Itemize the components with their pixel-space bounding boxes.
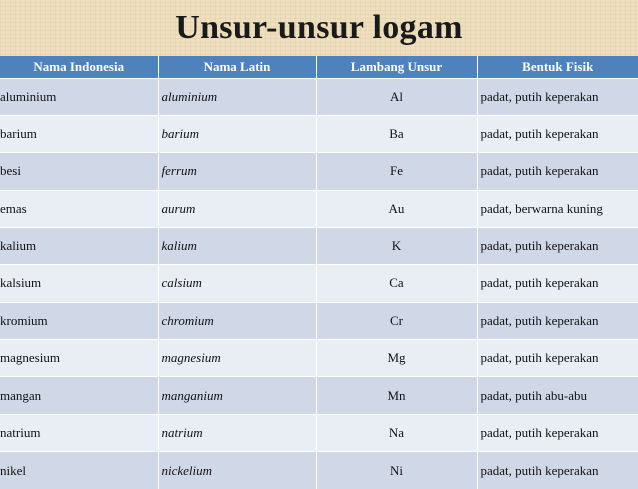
cell-nama-indonesia: mangan — [0, 377, 158, 414]
cell-nama-latin: barium — [158, 115, 316, 152]
header-bentuk-fisik: Bentuk Fisik — [522, 58, 594, 74]
cell-nama-indonesia: besi — [0, 153, 158, 190]
cell-nama-indonesia: kalium — [0, 227, 158, 264]
header-nama-latin: Nama Latin — [158, 56, 316, 78]
header-lambang-unsur: Lambang Unsur — [316, 56, 477, 78]
cell-bentuk-fisik: padat, putih keperakan — [477, 302, 638, 339]
cell-lambang-unsur: Ni — [316, 452, 477, 489]
header-nama-indonesia: Nama Indonesia — [0, 56, 158, 78]
elements-table — [0, 56, 638, 489]
cell-nama-latin: manganium — [158, 377, 316, 414]
cell-nama-latin: natrium — [158, 414, 316, 451]
cell-nama-indonesia: barium — [0, 115, 158, 152]
cell-lambang-unsur: Cr — [316, 302, 477, 339]
cell-lambang-unsur: Mg — [316, 340, 477, 377]
cell-nama-latin: nickelium — [158, 452, 316, 489]
cell-nama-indonesia: magnesium — [0, 340, 158, 377]
table-header-row — [0, 56, 638, 78]
table-row — [0, 115, 638, 152]
table-row — [0, 377, 638, 414]
cell-bentuk-fisik: padat, putih abu-abu — [477, 377, 638, 414]
cell-nama-indonesia: kromium — [0, 302, 158, 339]
cell-nama-latin: aurum — [158, 190, 316, 227]
cell-lambang-unsur: Mn — [316, 377, 477, 414]
cell-bentuk-fisik: padat, putih keperakan — [477, 452, 638, 489]
cell-nama-latin: ferrum — [158, 153, 316, 190]
slide-title: Unsur-unsur logam — [175, 9, 463, 46]
cell-bentuk-fisik: padat, putih keperakan — [477, 414, 638, 451]
cell-lambang-unsur: Au — [316, 190, 477, 227]
cell-nama-latin: kalium — [158, 227, 316, 264]
cell-bentuk-fisik: padat, putih keperakan — [477, 340, 638, 377]
table-row — [0, 340, 638, 377]
table-row — [0, 153, 638, 190]
cell-nama-latin: aluminium — [158, 78, 316, 115]
cell-lambang-unsur: Na — [316, 414, 477, 451]
table-row — [0, 414, 638, 451]
cell-nama-indonesia: kalsium — [0, 265, 158, 302]
cell-bentuk-fisik: padat, putih keperakan — [477, 78, 638, 115]
cell-bentuk-fisik: padat, berwarna kuning — [477, 190, 638, 227]
cell-bentuk-fisik: padat, putih keperakan — [477, 227, 638, 264]
table-row — [0, 190, 638, 227]
cell-nama-indonesia: emas — [0, 190, 158, 227]
cell-nama-indonesia: nikel — [0, 452, 158, 489]
cell-nama-indonesia: natrium — [0, 414, 158, 451]
cell-lambang-unsur: Ba — [316, 115, 477, 152]
cell-lambang-unsur: Al — [316, 78, 477, 115]
table-row — [0, 302, 638, 339]
table-row — [0, 227, 638, 264]
cell-nama-latin: chromium — [158, 302, 316, 339]
cell-bentuk-fisik: padat, putih keperakan — [477, 153, 638, 190]
cell-nama-latin: magnesium — [158, 340, 316, 377]
cell-lambang-unsur: K — [316, 227, 477, 264]
cell-bentuk-fisik: padat, putih keperakan — [477, 265, 638, 302]
cell-lambang-unsur: Ca — [316, 265, 477, 302]
table-row — [0, 452, 638, 489]
cell-nama-indonesia: aluminium — [0, 78, 158, 115]
table-row — [0, 78, 638, 115]
cell-lambang-unsur: Fe — [316, 153, 477, 190]
table-row — [0, 265, 638, 302]
table-body — [0, 78, 638, 489]
cell-bentuk-fisik: padat, putih keperakan — [477, 115, 638, 152]
cell-nama-latin: calsium — [158, 265, 316, 302]
